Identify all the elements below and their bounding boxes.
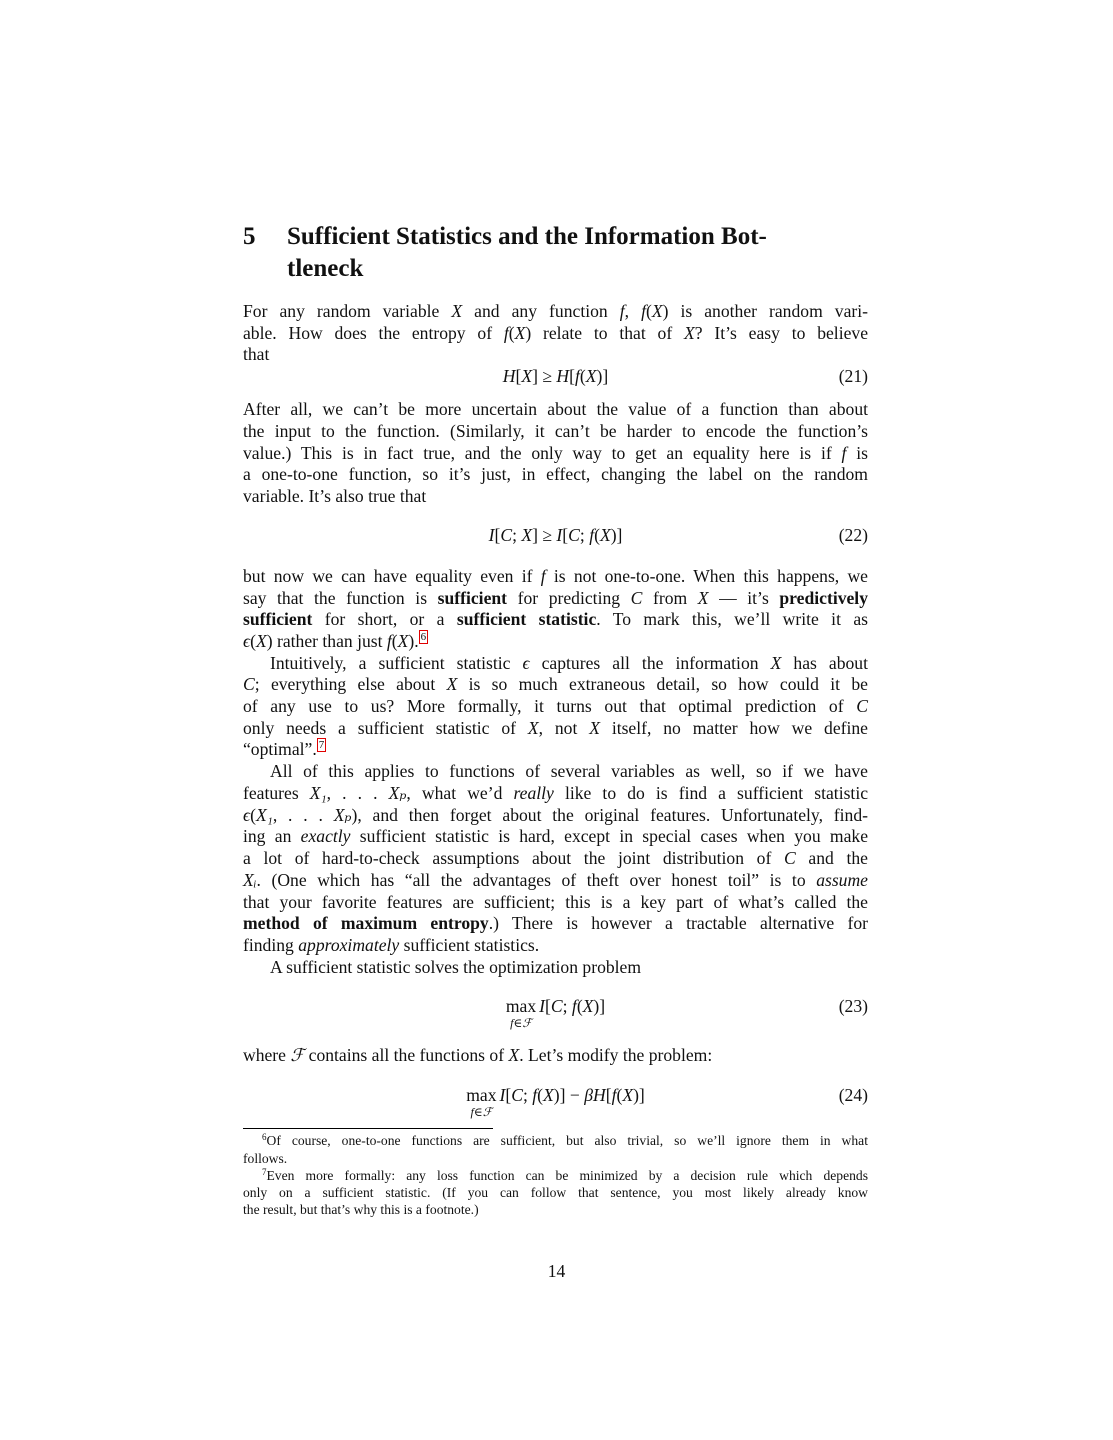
text-run: — it’s — [708, 588, 780, 608]
equation-22 — [243, 524, 868, 564]
text-run: A sufficient statistic solves the optimization problem — [270, 957, 642, 977]
math-symbol: f — [386, 631, 392, 651]
math-symbol: f — [841, 443, 847, 463]
math-symbol: X — [521, 366, 533, 386]
footnote-mark: 6 — [262, 1132, 267, 1142]
text-run: [ — [569, 366, 575, 386]
math-symbol: approximately — [298, 935, 400, 955]
footnote-text: Even more formally: any loss function can be minimized by a decision rule which depends — [266, 1168, 868, 1183]
text-line — [243, 565, 868, 587]
text-run: sufficient statistics. — [399, 935, 540, 955]
math-symbol: C — [630, 588, 643, 608]
math-symbol: ℱ — [290, 1045, 305, 1065]
math-symbol: C — [856, 696, 868, 716]
math-symbol: X₁ — [309, 783, 327, 803]
text-run: value.) This is in fact true, and the only way to get an equality here is if — [243, 443, 842, 463]
equation-body — [243, 995, 868, 1030]
text-run: ( — [391, 631, 398, 651]
math-symbol: f — [619, 301, 625, 321]
math-symbol: Xᵢ — [243, 870, 257, 890]
math-symbol: Xₚ — [388, 783, 407, 803]
math-symbol: Xₚ — [333, 805, 352, 825]
math-symbol: C — [243, 674, 255, 694]
math-symbol: C — [784, 848, 796, 868]
equation-number: (21) — [838, 366, 868, 386]
math-symbol: really — [513, 783, 554, 803]
bold-term: predictively — [779, 588, 868, 608]
math-symbol: C — [550, 996, 563, 1016]
text-run: ( — [537, 1085, 544, 1105]
text-run: ; — [579, 525, 590, 545]
text-run: for short, or a — [312, 609, 457, 629]
math-symbol: β — [584, 1085, 593, 1105]
text-run: is — [846, 443, 868, 463]
text-run: for predicting — [507, 588, 631, 608]
text-line — [243, 825, 868, 847]
text-line — [243, 673, 868, 695]
text-run: . Let’s modify the problem: — [519, 1045, 713, 1065]
text-line — [243, 587, 868, 609]
equation-number: (23) — [838, 996, 868, 1016]
text-line — [270, 760, 868, 782]
text-run: ( — [250, 631, 256, 651]
bold-term: sufficient statistic — [456, 609, 597, 629]
text-line — [243, 300, 868, 322]
text-run: like to do is find a sufficient statistic — [553, 783, 869, 803]
text-run: variable. It’s also true that — [243, 486, 427, 506]
text-run: [ — [494, 525, 501, 545]
math-symbol: X — [521, 525, 533, 545]
math-symbol: X — [446, 674, 458, 694]
math-symbol: X — [255, 631, 267, 651]
text-run: )] — [593, 996, 606, 1016]
text-run: ] ≥ — [532, 525, 557, 545]
math-symbol: H — [502, 366, 516, 386]
footnote-link[interactable]: 7 — [318, 739, 325, 751]
text-run: ; — [562, 996, 572, 1016]
footnote-text: follows. — [243, 1151, 288, 1166]
text-run: ) relate to that of — [525, 323, 685, 343]
text-line — [243, 847, 868, 869]
text-line — [243, 322, 868, 344]
equation-body — [243, 524, 868, 546]
equation-21 — [243, 365, 868, 405]
text-line — [243, 804, 868, 826]
text-line — [243, 782, 868, 804]
text-run: )] — [596, 366, 609, 386]
text-line — [243, 934, 868, 956]
text-line — [243, 442, 868, 464]
text-run: ) rather than just — [266, 631, 387, 651]
math-symbol: X — [599, 525, 611, 545]
text-run: )] − — [553, 1085, 585, 1105]
math-symbol: f — [503, 323, 509, 343]
text-line — [243, 869, 868, 891]
text-run: ). — [408, 631, 419, 651]
math-symbol: X — [684, 323, 695, 343]
equation-number: (22) — [838, 525, 868, 545]
text-run: the input to the function. (Similarly, it can’t be harder to encode the function’s — [243, 421, 868, 441]
math-symbol: I — [556, 525, 563, 545]
equation-24 — [243, 1084, 868, 1124]
text-run: and any function — [462, 301, 620, 321]
text-run: , . . . — [272, 805, 334, 825]
math-symbol: f — [575, 366, 580, 386]
text-run: , not — [538, 718, 590, 738]
text-line — [243, 695, 868, 717]
text-run: features — [243, 783, 310, 803]
text-run: finding — [243, 935, 299, 955]
text-line — [243, 717, 868, 739]
math-symbol: f — [532, 1085, 538, 1105]
text-run: [ — [562, 525, 569, 545]
text-run: ; everything else about — [254, 674, 447, 694]
footnote-text: only on a sufficient statistic. (If you can follow that sentence, you most likely already know — [243, 1185, 868, 1200]
math-symbol: f — [589, 525, 595, 545]
text-run: of any use to us? More formally, it turns out that optimal prediction of — [243, 696, 857, 716]
math-symbol: X — [514, 323, 526, 343]
text-run: Intuitively, a sufficient statistic — [270, 653, 523, 673]
text-run: sufficient statistic is hard, except in special cases when you make — [350, 826, 868, 846]
text-line — [270, 956, 868, 978]
footnote-7-line — [243, 1201, 868, 1218]
bold-term: sufficient — [243, 609, 313, 629]
math-symbol: ϵ — [522, 653, 530, 673]
text-run: [ — [605, 1085, 612, 1105]
text-line — [243, 912, 868, 934]
math-symbol: f — [611, 1085, 617, 1105]
text-run: , — [624, 301, 642, 321]
equation-number: (24) — [838, 1085, 868, 1105]
math-symbol: X — [508, 1045, 520, 1065]
math-symbol: C — [500, 525, 513, 545]
text-run: able. How does the entropy of — [243, 323, 504, 343]
text-run: is not one-to-one. When this happens, we — [545, 566, 868, 586]
math-symbol: f — [540, 566, 546, 586]
footnote-6-line — [243, 1150, 868, 1167]
footnote-text: the result, but that’s why this is a footnote.) — [243, 1202, 479, 1217]
math-symbol: H — [556, 366, 570, 386]
text-line — [243, 420, 868, 442]
text-run: is so much extraneous detail, so how could it be — [457, 674, 868, 694]
text-run: itself, no matter how we define — [599, 718, 868, 738]
math-symbol: X — [527, 718, 539, 738]
math-symbol: f — [641, 301, 646, 321]
text-run: ( — [250, 805, 256, 825]
text-line — [243, 891, 868, 913]
math-symbol: X — [697, 588, 709, 608]
text-run: only needs a sufficient statistic of — [243, 718, 528, 738]
section-title-continued: tleneck — [287, 255, 364, 282]
text-run: After all, we can’t be more uncertain about the value of a function than about — [243, 399, 868, 419]
bold-term: sufficient — [437, 588, 508, 608]
text-line — [243, 738, 868, 760]
math-symbol: X — [651, 301, 663, 321]
text-run: say that the function is — [243, 588, 438, 608]
equation-body — [243, 365, 868, 387]
footnote-7-line — [262, 1167, 868, 1184]
text-run: ; — [522, 1085, 533, 1105]
footnote-rule — [243, 1128, 493, 1129]
operator-label: max — [466, 1085, 497, 1105]
operator-subscript: f∈ℱ — [470, 1105, 493, 1119]
text-line — [243, 630, 868, 652]
equation-23 — [243, 995, 868, 1035]
math-symbol: I — [488, 525, 495, 545]
text-run: [ — [545, 996, 551, 1016]
text-run: contains all the functions of — [304, 1045, 509, 1065]
math-symbol: X — [770, 653, 782, 673]
text-run: )] — [633, 1085, 645, 1105]
bold-term: method of maximum entropy — [243, 913, 489, 933]
math-symbol: assume — [816, 870, 868, 890]
text-run: ( — [579, 366, 586, 386]
text-run: [ — [505, 1085, 512, 1105]
section-number: 5 — [243, 223, 256, 250]
math-symbol: I — [499, 1085, 506, 1105]
math-symbol: X — [582, 996, 594, 1016]
text-run: , what we’d — [406, 783, 514, 803]
operator-label: max — [505, 996, 537, 1016]
text-run: a lot of hard-to-check assumptions about the joint distribution of — [243, 848, 785, 868]
footnote-link[interactable]: 6 — [420, 631, 427, 643]
text-line — [243, 608, 868, 630]
text-run: “optimal”. — [243, 739, 317, 759]
math-symbol: f — [571, 996, 577, 1016]
text-run: For any random variable — [243, 301, 452, 321]
text-run: ; — [512, 525, 522, 545]
text-run: but now we can have equality even if — [243, 566, 541, 586]
section-title: Sufficient Statistics and the Information Bot- — [287, 223, 767, 250]
text-run: , . . . — [326, 783, 389, 803]
footnote-7-line — [243, 1184, 868, 1201]
text-line — [243, 463, 868, 485]
max-operator — [466, 1084, 497, 1119]
text-run: from — [642, 588, 698, 608]
text-run: ( — [576, 996, 583, 1016]
footnote-mark: 7 — [262, 1167, 267, 1177]
math-symbol: X — [543, 1085, 554, 1105]
math-symbol: exactly — [300, 826, 351, 846]
text-run: and the — [795, 848, 868, 868]
math-symbol: X — [585, 366, 597, 386]
text-run: that your favorite features are sufficient; this is a key part of what’s called the — [243, 892, 868, 912]
text-run: captures all the information — [529, 653, 771, 673]
text-run: ( — [616, 1085, 623, 1105]
text-run: [ — [515, 366, 522, 386]
text-run: a one-to-one function, so it’s just, in effect, changing the label on the random — [243, 464, 868, 484]
math-symbol: X — [397, 631, 409, 651]
text-run: ( — [594, 525, 600, 545]
text-run: ? It’s easy to believe — [694, 323, 868, 343]
equation-body — [243, 1084, 868, 1119]
text-run: ) is another random vari- — [662, 301, 869, 321]
footnote-text: Of course, one-to-one functions are sufficient, but also trivial, so we’ll ignore them in what — [266, 1133, 868, 1148]
text-run: ] ≥ — [532, 366, 557, 386]
text-line — [243, 485, 868, 507]
math-symbol: X — [589, 718, 600, 738]
text-run: All of this applies to functions of several variables as well, so if we have — [270, 761, 868, 781]
math-symbol: X — [622, 1085, 634, 1105]
text-run: . To mark this, we’ll write it as — [596, 609, 868, 629]
math-symbol: ϵ — [243, 631, 251, 651]
math-symbol: ϵ — [243, 805, 251, 825]
text-run: that — [243, 344, 270, 364]
text-run: has about — [781, 653, 868, 673]
text-line — [243, 343, 868, 365]
math-symbol: X — [451, 301, 463, 321]
max-operator — [505, 995, 537, 1030]
math-symbol: H — [592, 1085, 606, 1105]
text-line — [270, 652, 868, 674]
math-symbol: X₁ — [255, 805, 273, 825]
text-run: ( — [508, 323, 515, 343]
footnote-6-line — [262, 1132, 868, 1149]
text-run: ( — [645, 301, 652, 321]
text-run: ing an — [243, 826, 301, 846]
operator-subscript: f∈ℱ — [510, 1016, 532, 1030]
math-symbol: C — [568, 525, 580, 545]
math-symbol: C — [511, 1085, 523, 1105]
text-run: ), and then forget about the original features. Unfortunately, find- — [351, 805, 868, 825]
page-number: 14 — [547, 1261, 566, 1281]
text-run: .) There is however a tractable alternative for — [488, 913, 868, 933]
text-run: where — [243, 1045, 291, 1065]
text-run: )] — [610, 525, 623, 545]
text-line — [243, 1044, 868, 1066]
math-symbol: I — [539, 996, 546, 1016]
text-run: . (One which has “all the advantages of theft over honest toil” is to — [256, 870, 817, 890]
